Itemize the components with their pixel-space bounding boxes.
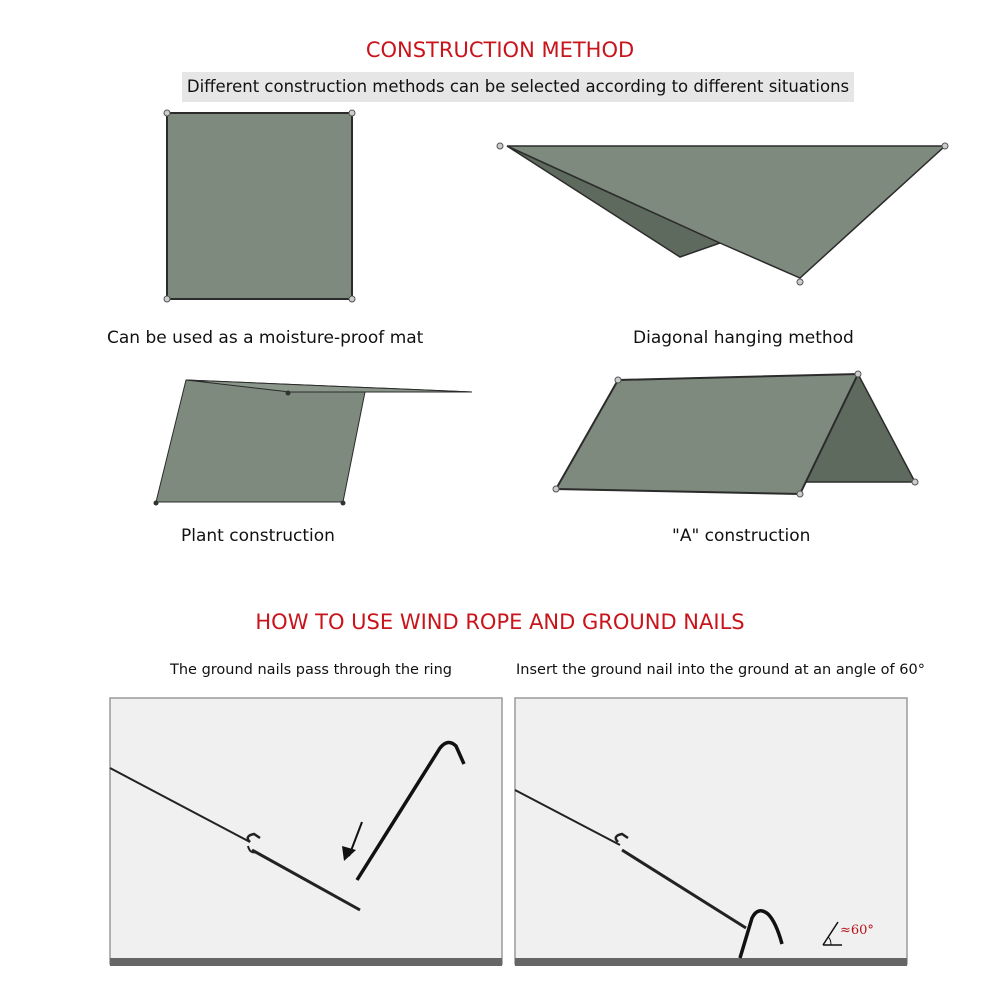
plant-construction-illustration [154,380,473,506]
nail-through-ring-panel [110,698,502,966]
moisture-proof-mat-illustration [164,110,355,302]
caption-nail-through-ring: The ground nails pass through the ring [170,662,452,678]
wind-rope-title: HOW TO USE WIND ROPE AND GROUND NAILS [255,610,745,634]
caption-nail-angle: Insert the ground nail into the ground at an angle of 60° [516,662,925,678]
a-construction-illustration [553,371,918,497]
construction-method-title: CONSTRUCTION METHOD [365,38,635,62]
angle-label: ≈60° [840,923,874,938]
construction-subtitle: Different construction methods can be selected according to different situations [182,72,854,102]
caption-plant-construction: Plant construction [181,526,335,546]
caption-diagonal-hanging: Diagonal hanging method [633,328,854,348]
caption-a-construction: "A" construction [672,526,811,546]
caption-moisture-proof-mat: Can be used as a moisture-proof mat [107,328,424,348]
diagonal-hanging-illustration [497,143,948,285]
